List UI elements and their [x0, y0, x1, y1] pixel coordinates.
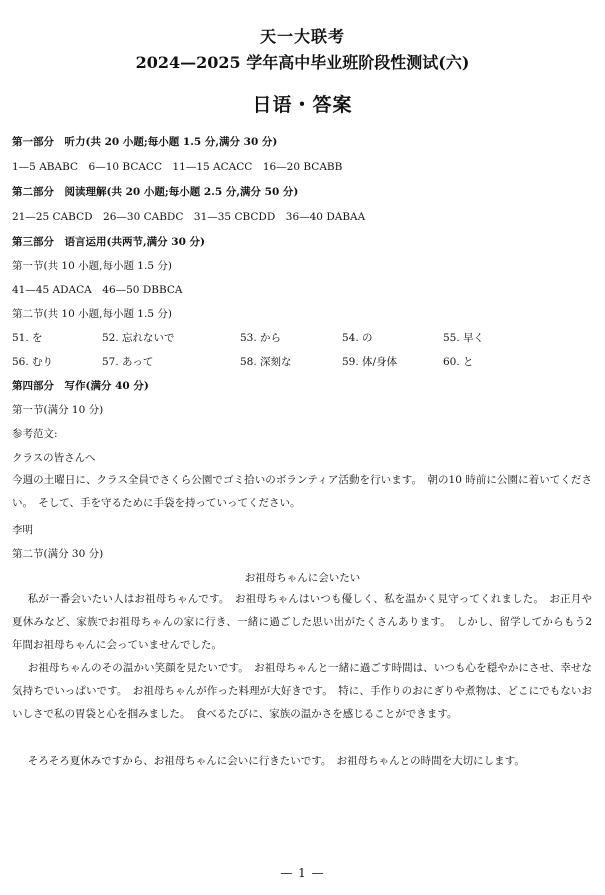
answer-56: 56. むり: [12, 356, 54, 368]
sample-label: 参考范文:: [12, 428, 58, 440]
part4-section2-heading: 第二节(满分 30 分): [12, 548, 104, 560]
answer-60: 60. と: [443, 356, 474, 368]
subject-title: 日语・答案: [252, 94, 353, 116]
answer-57: 57. あって: [102, 356, 154, 368]
exam-title: 2024—2025 学年高中毕业班阶段性测试(六): [135, 53, 470, 72]
essay-paragraph: 私が一番会いたい人はお祖母ちゃんです。 お祖母ちゃんはいつも優しく、私を温かく見守ってくれました。 お正月や夏休みなど、家族でお祖母ちゃんの家に行き、一緒に過ごした思い出がたくさんあります。 しかし、留学してからもう2 年間お祖母ちゃんに会っていませんでした。: [12, 593, 592, 652]
answer-55: 55. 早く: [443, 332, 485, 344]
part4-section1-heading: 第一节(满分 10 分): [12, 404, 104, 416]
part2-answers: 21—25 CABCD 26—30 CABDC 31—35 CBCDD 36—40 DABAA: [12, 211, 366, 223]
part1-answers: 1—5 ABABC 6—10 BCACC 11—15 ACACC 16—20 BCABB: [12, 161, 343, 173]
essay-title: お祖母ちゃんに会いたい: [244, 572, 361, 584]
part1-heading: 第一部分 听力(共 20 小题;每小题 1.5 分,满分 30 分): [12, 136, 278, 148]
part2-heading: 第二部分 阅读理解(共 20 小题;每小题 2.5 分,满分 50 分): [12, 186, 299, 198]
answer-59: 59. 体/身体: [342, 356, 398, 368]
answer-52: 52. 忘れないで: [102, 332, 175, 344]
part3-section2-heading: 第二节(共 10 小题,每小题 1.5 分): [12, 308, 172, 320]
answer-51: 51. を: [12, 332, 43, 344]
part3-heading: 第三部分 语言运用(共两节,满分 30 分): [12, 236, 206, 248]
page-number: — 1 —: [280, 866, 325, 880]
part3-section1-answers: 41—45 ADACA 46—50 DBBCA: [12, 284, 183, 296]
answer-53: 53. から: [240, 332, 282, 344]
organization-title: 天一大联考: [259, 27, 345, 46]
essay-paragraph: お祖母ちゃんのその温かい笑顔を見たいです。 お祖母ちゃんと一緒に過ごす時間は、いつも心を穏やかにさせ、幸せな気持ちでいっぱいです。 お祖母ちゃんが作った料理が大好きです。 特に、手作りのおにぎりや煮物は、どこにでもないおいしさで私の胃袋と心を掴みました。 食べるたびに、家族の温かさを感じることができます。: [12, 662, 592, 721]
answer-58: 58. 深刻な: [240, 356, 292, 368]
sample-greeting: クラスの皆さんへ: [12, 452, 96, 464]
sample-signature: 李明: [12, 524, 33, 536]
essay-paragraph: そろそろ夏休みですから、お祖母ちゃんに会いに行きたいです。 お祖母ちゃんとの時間を大切にします。: [27, 755, 525, 767]
sample-body: 今週の土曜日に、クラス全員でさくら公園でゴミ拾いのボランティア活動を行います。 朝の10 時前に公園に着いてください。 そして、手を守るために手袋を持っていってください。: [12, 474, 592, 510]
part3-section1-heading: 第一节(共 10 小题,每小题 1.5 分): [12, 260, 172, 272]
part4-heading: 第四部分 写作(满分 40 分): [12, 380, 149, 392]
answer-54: 54. の: [342, 332, 373, 344]
